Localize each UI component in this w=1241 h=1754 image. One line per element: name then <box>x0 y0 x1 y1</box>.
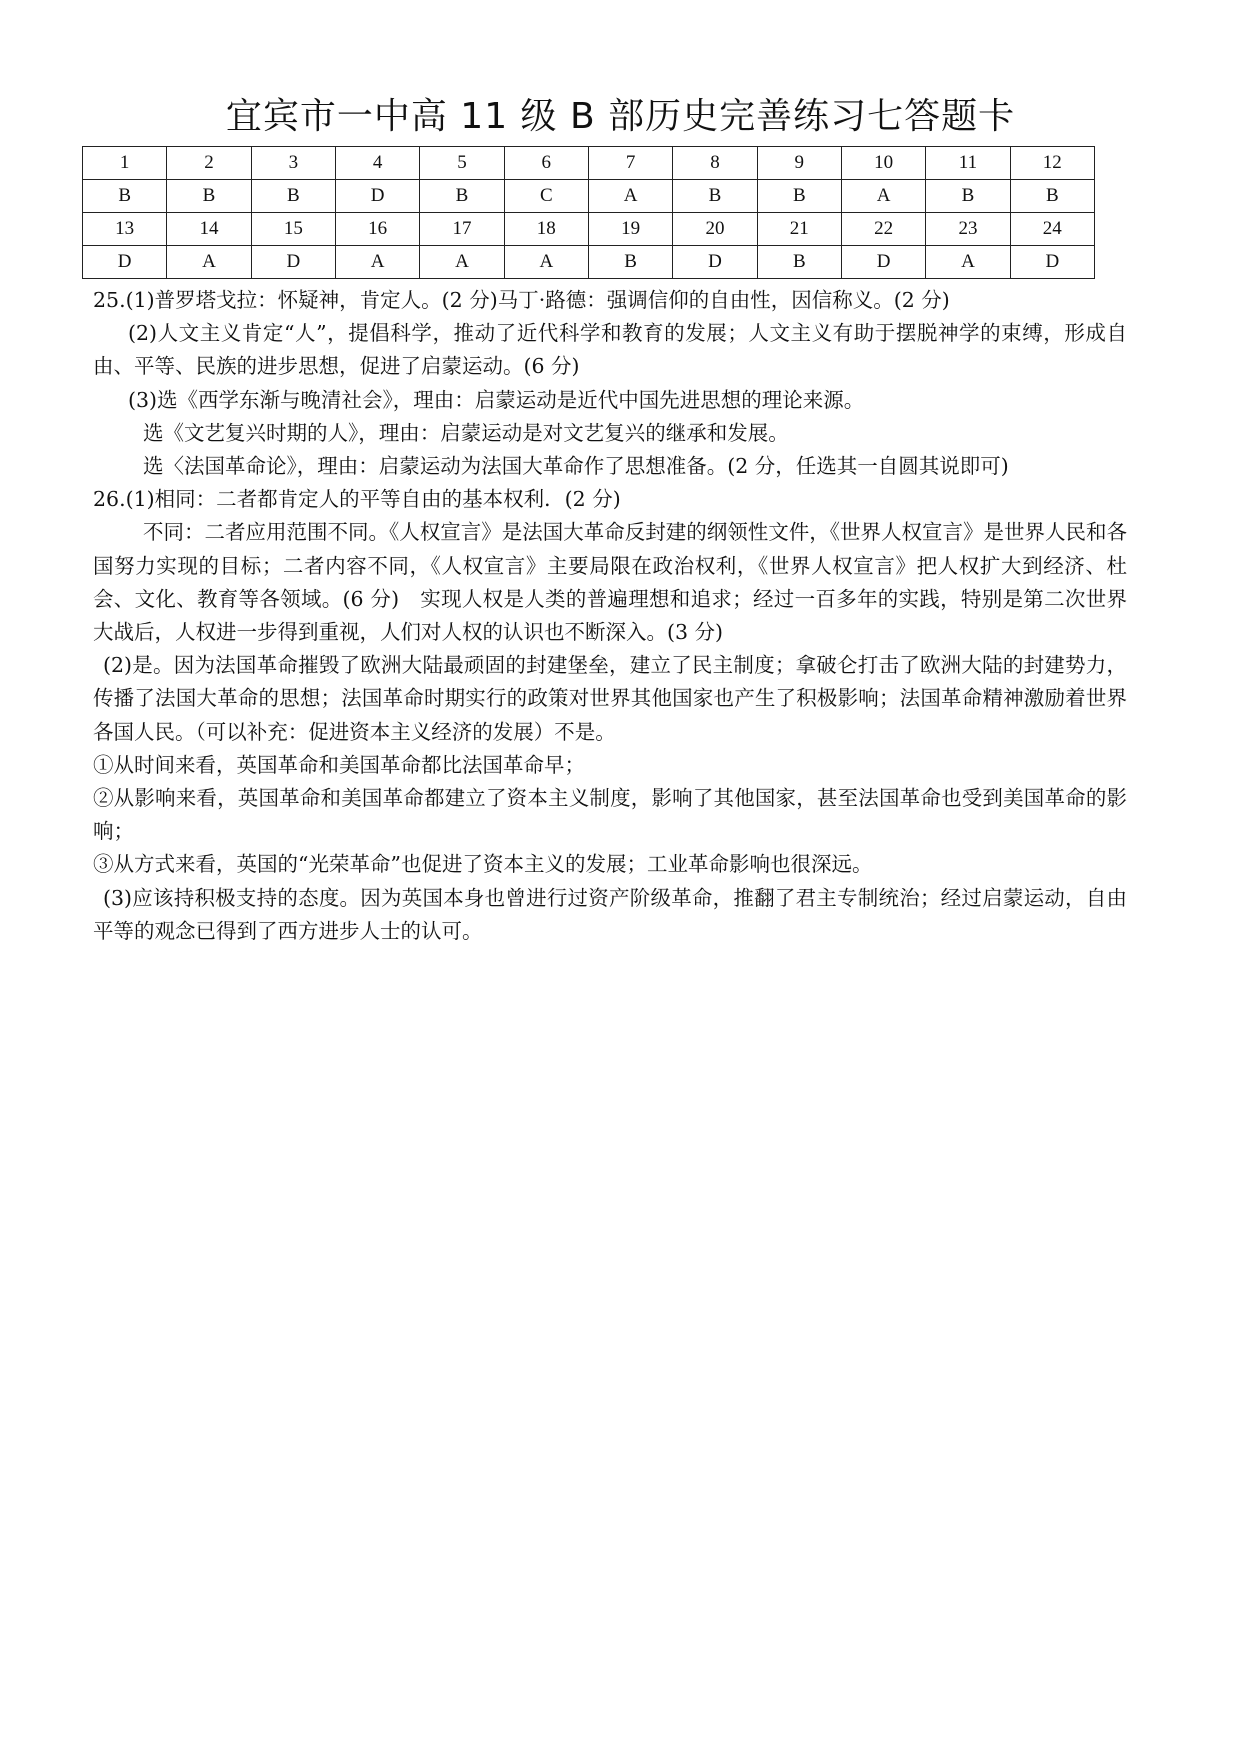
q25-part1: 25.(1)普罗塔戈拉：怀疑神，肯定人。(2 分)马丁·路德：强调信仰的自由性，因信称义。(2 分) <box>93 288 950 312</box>
answer-cell: A <box>335 246 419 279</box>
q26-part2-point1: ①从时间来看，英国革命和美国革命都比法国革命早； <box>93 752 585 777</box>
answer-cell: D <box>251 246 335 279</box>
question-number-cell: 12 <box>1010 147 1094 180</box>
answer-text <box>93 284 1127 948</box>
q26-part1-same: 26.(1)相同：二者都肯定人的平等自由的基本权利．(2 分) <box>93 487 621 512</box>
q26-part2: (2)是。因为法国革命摧毁了欧洲大陆最顽固的封建堡垒，建立了民主制度；拿破仑打击了欧洲大陆的封建势力，传播了法国大革命的思想；法国革命时期实行的政策对世界其他国家也产生了积极影响；法国革命精神激励着世界各国人民。（可以补充：促进资本主义经济的发展）不是。 <box>93 653 1127 744</box>
answer-cell: B <box>251 180 335 213</box>
page-title: 宜宾市一中高 11 级 B 部历史完善练习七答题卡 <box>225 96 1016 137</box>
answer-row <box>83 246 1095 279</box>
question-number-cell: 9 <box>757 147 841 180</box>
question-number-cell: 13 <box>83 213 167 246</box>
question-number-cell: 4 <box>335 147 419 180</box>
question-number-row <box>83 213 1095 246</box>
answer-cell: B <box>420 180 504 213</box>
question-number-cell: 10 <box>841 147 925 180</box>
answer-cell: B <box>1010 180 1094 213</box>
q26-part1-different: 不同：二者应用范围不同。《人权宣言》是法国大革命反封建的纲领性文件，《世界人权宣言》是世界人民和各国努力实现的目标；二者内容不同，《人权宣言》主要局限在政治权利，《世界人权宣言》把人权扩大到经济、杜会、文化、教育等各领域。(6 分) 实现人权是人类的普遍理想和追求；经过一百多年的实践，特别是第二次世界大战后，人权进一步得到重视，人们对人权的认识也不断深入。(3 分) <box>93 520 1127 645</box>
question-number-cell: 1 <box>83 147 167 180</box>
question-number-cell: 20 <box>673 213 757 246</box>
answer-cell: A <box>588 180 672 213</box>
answer-cell: D <box>83 246 167 279</box>
question-number-cell: 16 <box>335 213 419 246</box>
answer-cell: D <box>1010 246 1094 279</box>
answer-cell: C <box>504 180 588 213</box>
question-number-cell: 14 <box>167 213 251 246</box>
question-number-cell: 23 <box>926 213 1010 246</box>
answer-cell: A <box>926 246 1010 279</box>
answer-cell: B <box>167 180 251 213</box>
question-number-cell: 8 <box>673 147 757 180</box>
answer-cell: B <box>588 246 672 279</box>
question-number-cell: 15 <box>251 213 335 246</box>
question-number-cell: 18 <box>504 213 588 246</box>
question-number-cell: 7 <box>588 147 672 180</box>
answer-cell: A <box>841 180 925 213</box>
q26-part2-point2: ②从影响来看，英国革命和美国革命都建立了资本主义制度，影响了其他国家，甚至法国革命也受到美国革命的影响； <box>93 786 1127 844</box>
q26-part2-point3: ③从方式来看，英国的“光荣革命”也促进了资本主义的发展；工业革命影响也很深远。 <box>93 852 873 877</box>
question-number-cell: 22 <box>841 213 925 246</box>
q25-part2: (2)人文主义肯定“人”，提倡科学，推动了近代科学和教育的发展；人文主义有助于摆脱神学的束缚，形成自由、平等、民族的进步思想，促进了启蒙运动。(6 分) <box>93 321 1127 379</box>
question-number-cell: 5 <box>420 147 504 180</box>
answer-cell: B <box>926 180 1010 213</box>
answer-cell: A <box>167 246 251 279</box>
q25-part3: (3)选《西学东渐与晚清社会》，理由：启蒙运动是近代中国先进思想的理论来源。 <box>128 387 865 412</box>
answer-cell: B <box>757 180 841 213</box>
question-number-cell: 21 <box>757 213 841 246</box>
q25-part3-option3: 选〈法国革命论》，理由：启蒙运动为法国大革命作了思想准备。(2 分，任选其一自圆其说即可) <box>143 454 1009 479</box>
answer-row <box>83 180 1095 213</box>
question-number-cell: 6 <box>504 147 588 180</box>
question-number-cell: 17 <box>420 213 504 246</box>
answer-cell: B <box>757 246 841 279</box>
answer-cell: A <box>504 246 588 279</box>
answer-table <box>82 146 1095 279</box>
answer-cell: D <box>841 246 925 279</box>
question-number-cell: 24 <box>1010 213 1094 246</box>
answer-cell: B <box>83 180 167 213</box>
question-number-cell: 19 <box>588 213 672 246</box>
answer-cell: D <box>673 246 757 279</box>
question-number-cell: 3 <box>251 147 335 180</box>
question-number-cell: 11 <box>926 147 1010 180</box>
q25-part3-option2: 选《文艺复兴时期的人》，理由：启蒙运动是对文艺复兴的继承和发展。 <box>143 420 789 445</box>
question-number-cell: 2 <box>167 147 251 180</box>
question-number-row <box>83 147 1095 180</box>
answer-cell: B <box>673 180 757 213</box>
q26-part3: (3)应该持积极支持的态度。因为英国本身也曾进行过资产阶级革命，推翻了君主专制统治；经过启蒙运动，自由平等的观念已得到了西方进步人士的认可。 <box>93 885 1127 943</box>
answer-cell: A <box>420 246 504 279</box>
answer-cell: D <box>335 180 419 213</box>
